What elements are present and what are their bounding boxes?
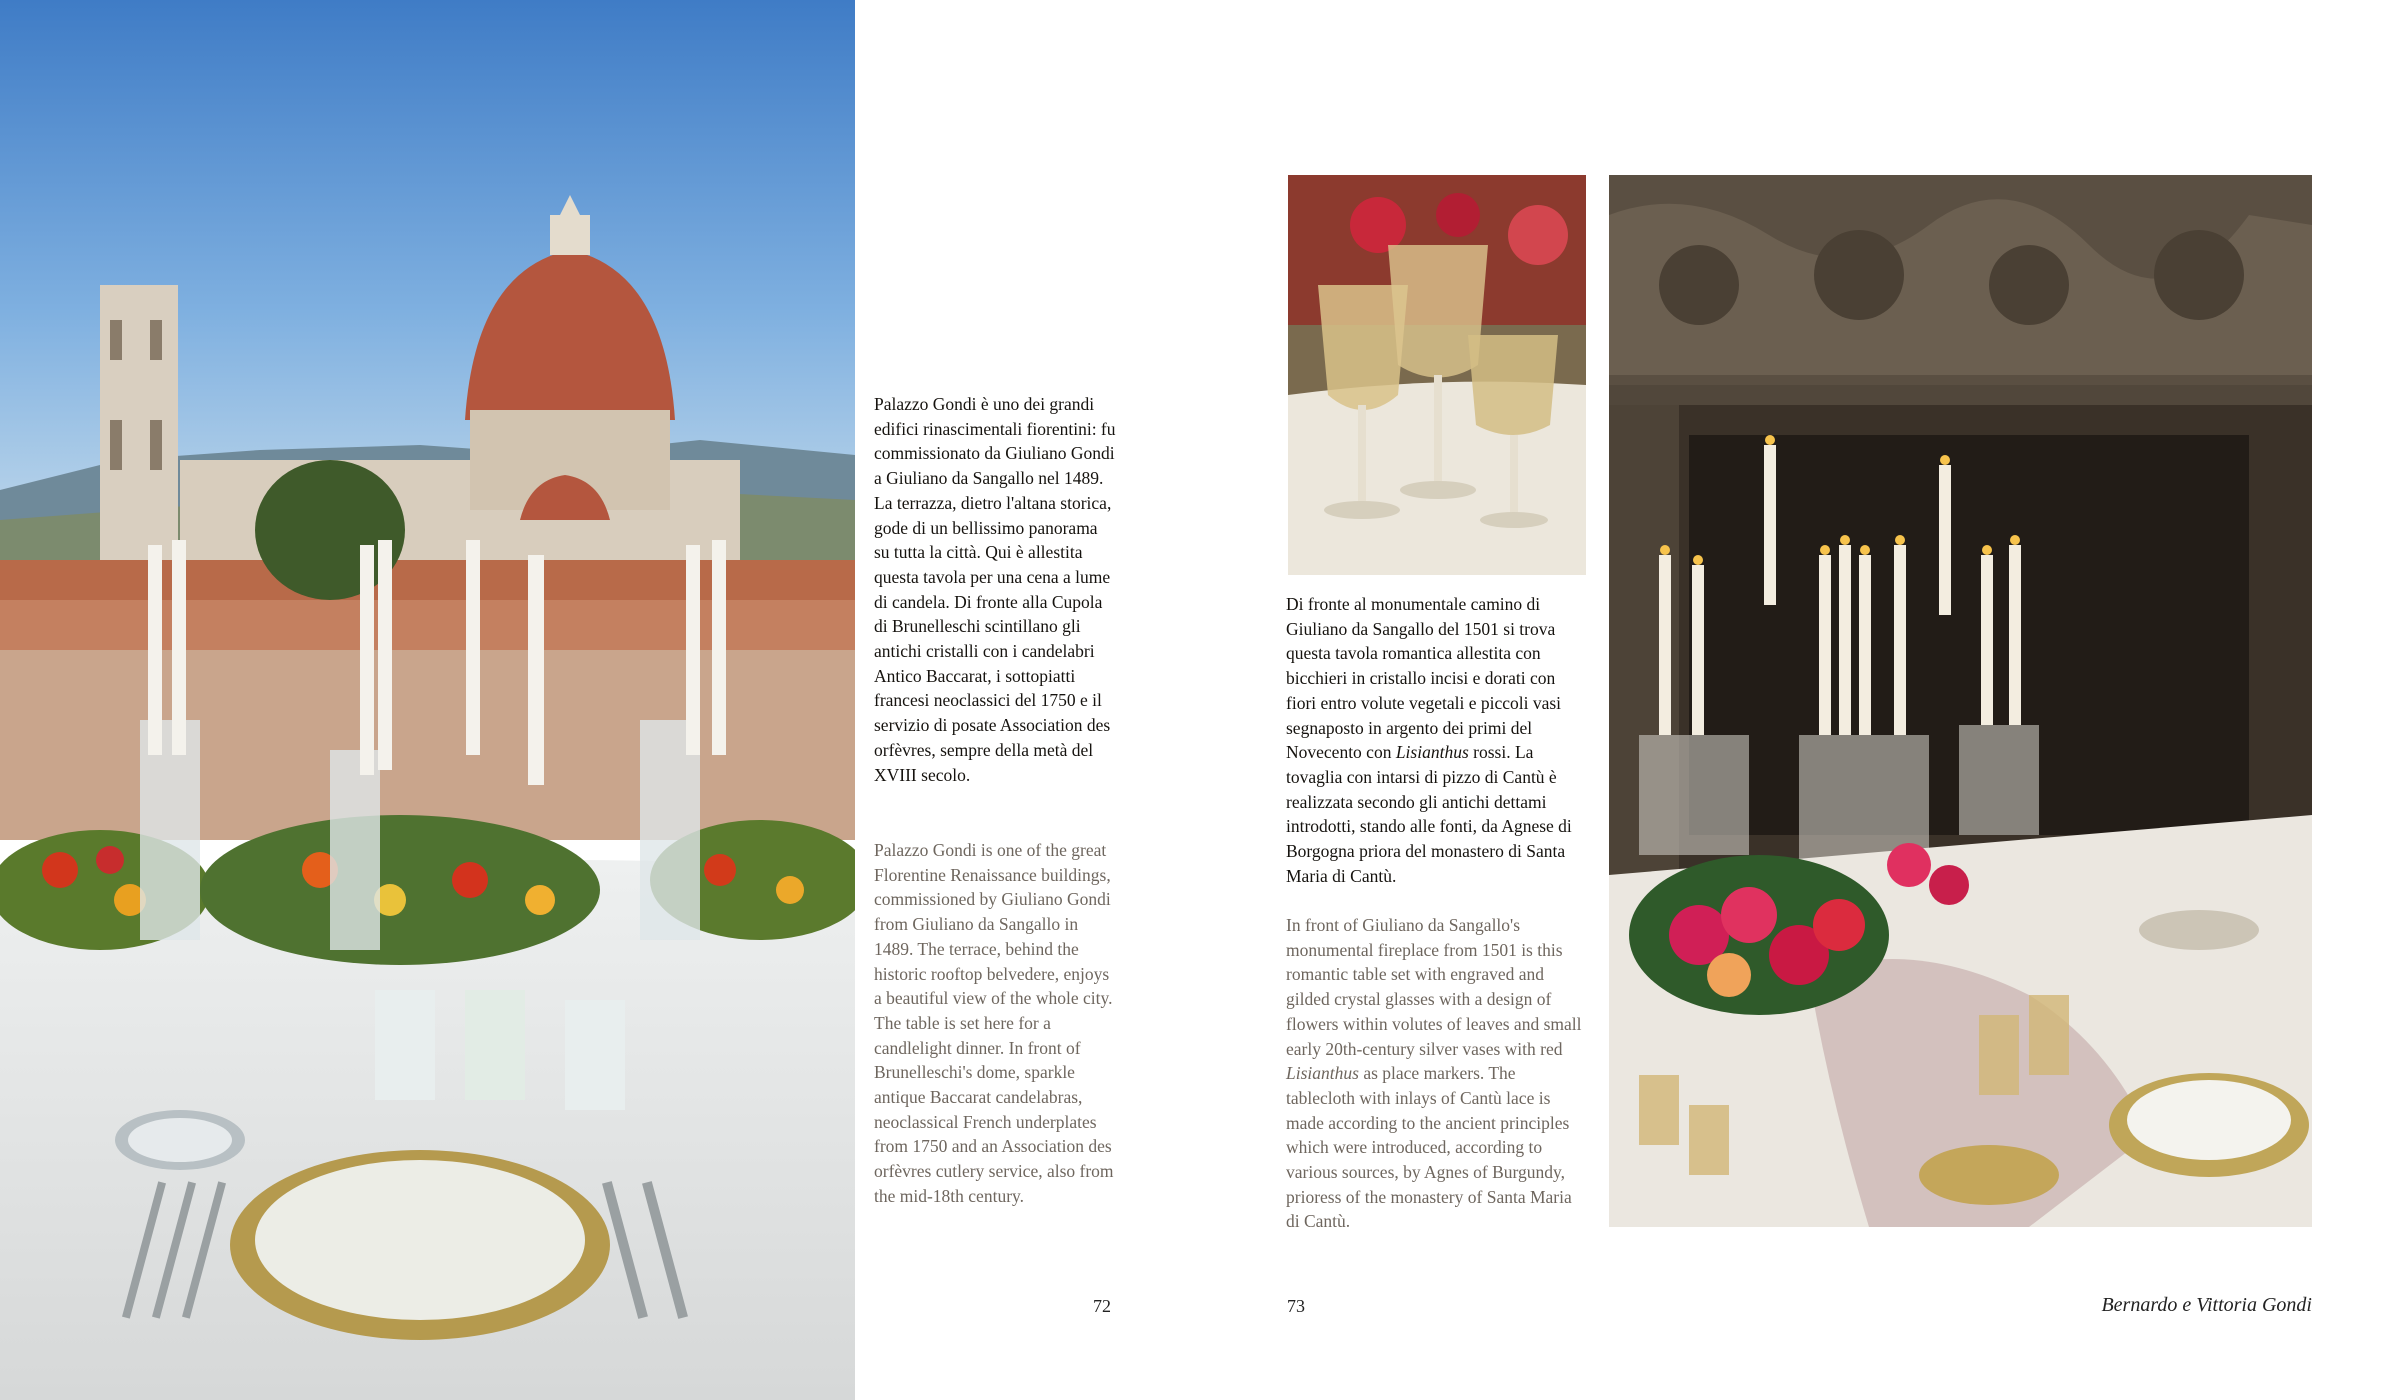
florence-rooftop-photo [0, 0, 855, 1400]
page-number-left: 72 [1093, 1296, 1111, 1316]
right-english-text [1286, 913, 1586, 1234]
left-english-text: Palazzo Gondi is one of the great Florentine Renaissance buildings, commissioned by Giuliano Gondi from Giuliano da Sangallo in 1489. The terrace, behind the historic rooftop belvedere, enjoys a beautiful view of the whole city. The table is set here for a candlelight dinner. In front of Brunelleschi's dome, sparkle antique Baccarat candelabras, neoclassical French underplates from 1750 and an Association des orfèvres cutlery service, also from the mid-18th century. [874, 840, 1114, 1206]
fireplace-candlelit-table-photo-icon [1609, 175, 2312, 1227]
left-italian-text: Palazzo Gondi è uno dei grandi edifici rinascimentali fiorentini: fu commissionato da Giuliano Gondi a Giuliano da Sangallo nel 1489. La terrazza, dietro l'altana storica, gode di un bellissimo panorama su tutta la città. Qui è allestita questa tavola per una cena a lume di candela. Di fronte alla Cupola di Brunelleschi scintillano gli antichi cristalli con i candelabri Antico Baccarat, i sottopiatti francesi neoclassici del 1750 e il servizio di posate Association des orfèvres, sempre della metà del XVIII secolo. [874, 394, 1116, 785]
florence-duomo-rooftop-table-photo-icon [0, 0, 855, 1400]
right-italian-text [1286, 592, 1586, 888]
right-italian-text-italic: Lisianthus [1395, 742, 1469, 763]
right-english-text-part2: as place markers. The tablecloth with inlays of Cantù lace is made according to the ancient principles which were introduced, according to various sources, by Agnes of Burgundy, prioress of the monastery of Santa Maria di Cantù. [1286, 1063, 1572, 1232]
crystal-glasses-photo [1288, 175, 1586, 575]
fireplace-table-photo [1609, 175, 2312, 1227]
right-english-text-part1: In front of Giuliano da Sangallo's monumental fireplace from 1501 is this romantic table set with engraved and gilded crystal glasses with a design of flowers within volutes of leaves and small early 20th-century silver vases with red [1286, 915, 1582, 1059]
right-italian-text-part1: Di fronte al monumentale camino di Giuliano da Sangallo del 1501 si trova questa tavola romantica allestita con bicchieri in cristallo incisi e dorati con fiori entro volute vegetali e piccoli vasi segnaposto in argento dei primi del Novecento con [1286, 594, 1562, 763]
running-head: Bernardo e Vittoria Gondi [2101, 1294, 2312, 1316]
right-english-text-italic: Lisianthus [1286, 1063, 1359, 1084]
crystal-glasses-photo-icon [1288, 175, 1586, 575]
right-italian-text-part2: rossi. La tovaglia con intarsi di pizzo di Cantù è realizzata secondo gli antichi dettami introdotti, stando alle fonti, da Agnese di Borgogna priora del monastero di Santa Maria di Cantù. [1286, 742, 1572, 886]
page-number-right: 73 [1287, 1296, 1305, 1316]
